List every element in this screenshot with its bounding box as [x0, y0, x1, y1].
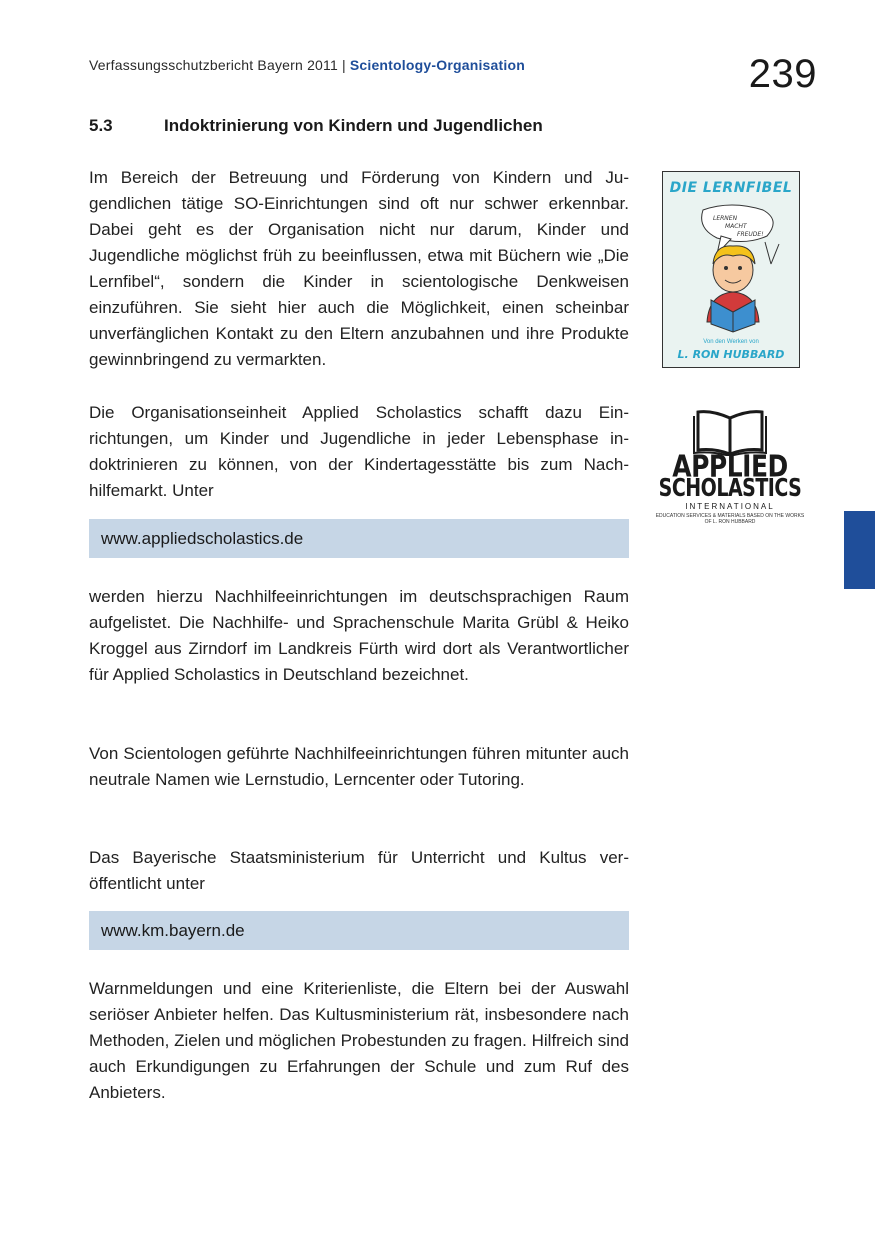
section-heading — [89, 116, 543, 136]
lernfibel-author: L. RON HUBBARD — [677, 348, 785, 361]
link-box-km-bayern[interactable] — [89, 911, 629, 950]
logo-line-scholastics: SCHOLASTICS — [658, 473, 802, 503]
lernfibel-cover-image — [662, 171, 800, 368]
paragraph-3: werden hierzu Nachhilfeeinrichtungen im deutschsprachigen Raum aufgelistet. Die Nachhilfe- und Sprachenschule Marita Grübl & Heiko Kroggel aus Zirndorf im Landkreis Fürth wird dort als Verantwortlicher für Applied Scholastics in Deutschland bezeichnet. — [89, 587, 629, 684]
applied-scholastics-logo — [654, 406, 806, 531]
logo-line-applied: APPLIED — [672, 449, 788, 484]
logo-line-international: INTERNATIONAL — [685, 502, 775, 511]
running-section-name: Scientology-Organisation — [349, 57, 525, 73]
lernfibel-illustration — [663, 172, 799, 367]
link-km-bayern[interactable]: www.km.bayern.de — [101, 921, 245, 940]
lernfibel-speech-1: LERNEN — [713, 215, 738, 222]
running-header — [89, 57, 525, 73]
link-box-appliedscholastics[interactable] — [89, 519, 629, 558]
running-title: Verfassungsschutzbericht Bayern 2011 — [89, 57, 338, 73]
page-number: 239 — [748, 52, 817, 96]
lernfibel-subline: Von den Werken von — [703, 339, 759, 345]
header-separator: | — [341, 57, 346, 73]
paragraph-4: Von Scientologen geführte Nachhilfeeinrichtungen führen mitunter auch neutrale Namen wie Lernstudio, Lerncenter oder Tutoring. — [89, 744, 629, 789]
paragraph-1: Im Bereich der Betreuung und Förderung von Kindern und Jugendlichen tätige SO-Einrichtungen sind oft nur schwer erkennbar. Dabei geht es der Organisation nicht nur darum, Kinder und Jugendliche möglichst früh zu beeinflussen, etwa mit Büchern wie „Die Lernfibel“, sondern die Kinder in scientologische Denkweisen einzuführen. Sie sieht hier auch die Möglichkeit, einen scheinbar unverfänglichen Kontakt zu den Eltern anzubahnen und ihre Produkte gewinnbringend zu vermarkten. — [89, 168, 629, 369]
section-number: 5.3 — [89, 116, 113, 135]
lernfibel-speech-2: MACHT — [725, 223, 747, 230]
logo-tagline: EDUCATION SERVICES & MATERIALS BASED ON THE WORKS OF L. RON HUBBARD — [655, 513, 805, 525]
section-title: Indoktrinierung von Kindern und Jugendlichen — [164, 116, 543, 135]
paragraph-5: Das Bayerische Staatsministerium für Unterricht und Kultus veröffentlicht unter — [89, 848, 629, 893]
link-appliedscholastics[interactable]: www.appliedscholastics.de — [101, 529, 304, 548]
chapter-marker-tab — [844, 511, 875, 589]
lernfibel-title: DIE LERNFIBEL — [669, 180, 793, 196]
lernfibel-speech-3: FREUDE! — [737, 231, 764, 238]
paragraph-2: Die Organisationseinheit Applied Scholastics schafft dazu Einrichtungen, um Kinder und Jugendliche in jeder Lebensphase indoktrinieren zu können, von der Kindertagesstätte bis zum Nachhilfemarkt. Unter — [89, 403, 629, 500]
paragraph-6: Warnmeldungen und eine Kriterienliste, die Eltern bei der Auswahl seriöser Anbieter helfen. Das Kultusministerium rät, insbesondere nach Methoden, Zielen und möglichen Probestunden zu fragen. Hilfreich sind auch Erkundigungen zu Erfahrungen der Schule und zum Ruf des Anbieters. — [89, 979, 629, 1102]
